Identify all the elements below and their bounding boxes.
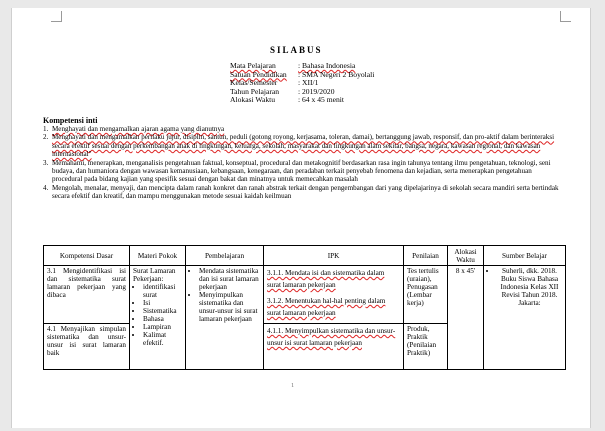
page-number: 1 [291, 382, 295, 389]
column-header: Kompetensi Dasar [44, 246, 130, 266]
column-header: Penilaian [404, 246, 448, 266]
item-text: Menghayati dan mengamalkan ajaran agama yang dianutnya [52, 125, 225, 133]
list-item: • Bahasa [143, 315, 182, 323]
kd-cell: 3.1 Mengidentifikasi isi dan sistematika surat lamaran pekerjaan yang dibaca [44, 266, 130, 324]
sumber-cell [484, 266, 566, 370]
list-item: • Suherli, dkk. 2018. Buku Siswa Bahasa Indonesia Kelas XII Revisi Tahun 2018. Jakarta: [497, 267, 562, 307]
info-value: : SMA Negeri 2 Boyolali [298, 69, 375, 79]
info-label: Satuan Pendidikan [230, 69, 287, 79]
sumber-list [487, 267, 562, 307]
item-text: Mengolah, menalar, menyaji, dan mencipta dalam ranah konkret dan ranah abstrak terkait dengan pengembangan dari yang dipelajarinya di sekolah secara mandiri serta bertindak secara efektif dan kreatif, dan mampu menggunakan metode sesuai kaidah keilmuan [52, 183, 559, 201]
item-number: 4. [43, 183, 49, 192]
penilaian-cell: Produk, Praktik (Penilaian Praktik) [404, 324, 448, 370]
margin-marker [560, 11, 571, 22]
info-label: Tahun Pelajaran [230, 86, 280, 96]
pembelajaran-list [189, 267, 260, 323]
info-value: : Bahasa Indonesia [298, 61, 356, 70]
item-text: Memahami, menerapkan, menganalisis pengetahuan faktual, konseptual, procedural dan metakognitif berdasarkan rasa ingin tahunya tentang ilmu pengetahuan, teknologi, seni budaya, dan humaniora dengan wawasan kemanusiaan, kebangsaan, kenegaraan, dan peradaban terkait penyebab fenomena dan kejadian, serta menerapkan pengetahuan procedural pada bidang kajian yang spesifik sesuai dengan bakat dan minatnya untuk memecahkan masalah [52, 158, 551, 184]
item-text: Menghayati dan mengamalkan perilaku jujur, disiplin, santun, peduli (gotong royong, kerjasama, toleran, damai), bertanggung jawab, responsif, dan pro-aktif dalam berinteraksi secara efektif sesuai dengan perkembangan anak di lingkungan, keluarga, sekolah, masyarakat dan lingkungan alam sekitar, bangsa, negara, kawasan regional, dan kawasan internasional" [52, 133, 555, 159]
list-item: • Isi [143, 299, 182, 307]
column-header: IPK [264, 246, 404, 266]
item-number: 1. [43, 125, 49, 133]
info-row [230, 96, 374, 105]
pembelajaran-cell [186, 266, 264, 370]
item-number: 3. [43, 158, 49, 167]
list-item [43, 184, 563, 201]
info-value: : XII/1 [298, 78, 319, 88]
column-header: Materi Pokok [130, 246, 186, 266]
column-header: Pembelajaran [186, 246, 264, 266]
list-item: • Menyimpulkan sistematika dan unsur-unsur isi surat lamaran pekerjaan [199, 291, 260, 323]
materi-intro: Surat Lamaran Pekerjaan: [133, 267, 176, 283]
ipk-item: 4.1.1. Menyimpulkan sistematika dan unsur-unsur isi surat lamaran pekerjaan [267, 327, 396, 347]
list-item: • Mendata sistematika dan isi surat lamaran pekerjaan [199, 267, 260, 291]
list-item: • identifikasi surat [143, 283, 182, 299]
list-item [43, 133, 563, 158]
ipk-item: 3.1.2. Menentukan hal-hal penting dalam surat lamaran pekerjaan [267, 297, 386, 317]
silabus-table [43, 245, 566, 370]
list-item: • Kalimat efektif. [143, 331, 182, 347]
info-value: : 2019/2020 [298, 86, 335, 96]
list-item [43, 159, 563, 184]
column-header: Sumber Belajar [484, 246, 566, 266]
materi-cell [130, 266, 186, 370]
document-title: SILABUS [270, 45, 323, 55]
kompetensi-heading: Kompetensi inti [43, 116, 98, 125]
kompetensi-list [43, 125, 563, 201]
ipk-item: 3.1.1. Mendata isi dan sistematika dalam surat lamaran pekerjaan [267, 269, 385, 289]
list-item: • Sistematika [143, 307, 182, 315]
info-block [230, 62, 374, 105]
kd-cell: 4.1 Menyajikan simpulan sistematika dan unsur-unsur isi surat lamaran baik [44, 324, 130, 370]
item-number: 2. [43, 133, 49, 142]
alokasi-cell: 8 x 45' [448, 266, 484, 370]
margin-marker [51, 11, 62, 22]
ipk-cell [264, 266, 404, 324]
info-label: Alokasi Waktu [230, 95, 276, 105]
ipk-cell [264, 324, 404, 370]
list-item: • Lampiran [143, 323, 182, 331]
table-row [44, 266, 566, 324]
table-header-row [44, 246, 566, 266]
info-value: : 64 x 45 menit [298, 95, 344, 105]
penilaian-cell: Tes tertulis (uraian), Penugasan (Lembar kerja) [404, 266, 448, 324]
info-label: Mata Pelajaran [230, 61, 276, 70]
materi-list [133, 283, 182, 347]
column-header: Alokasi Waktu [448, 246, 484, 266]
list-item [43, 125, 563, 133]
info-label: Kelas/Semester [230, 78, 278, 88]
